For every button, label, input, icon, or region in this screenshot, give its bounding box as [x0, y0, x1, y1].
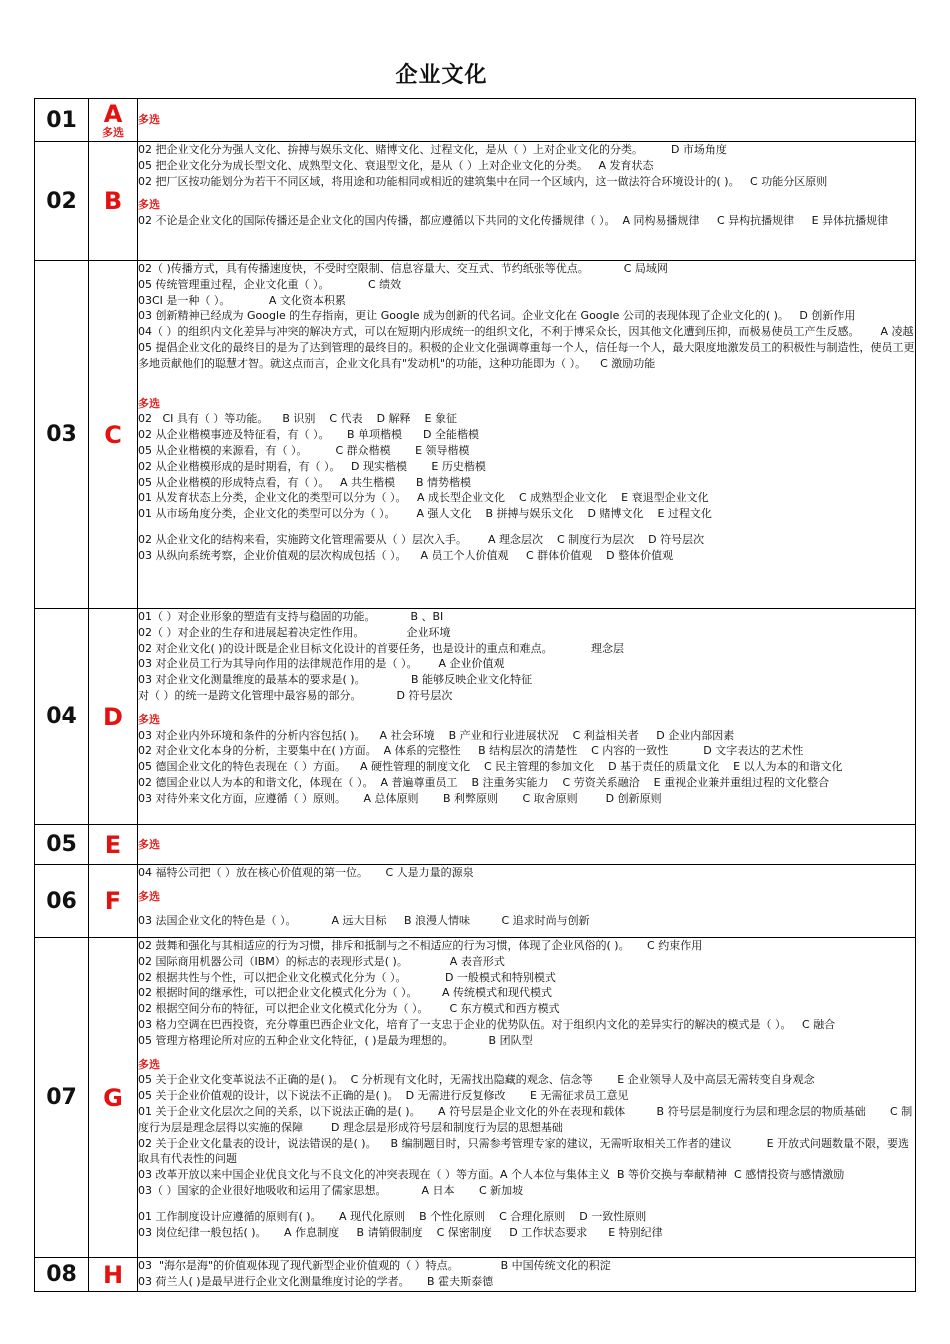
multi-choice-label: 多选: [138, 712, 160, 726]
list-item: 05 关于企业文化变革说法不正确的是( )。 C 分析现有文化时，无需找出隐藏的观念、信念等 E 企业领导人及中高层无需转变自身观念: [138, 1073, 815, 1087]
multi-choice-label: 多选: [138, 837, 160, 851]
list-item: 03 对企业员工行为其导向作用的法律规范作用的是（ ）。 A 企业价值观: [138, 657, 505, 671]
list-item: 05 传统管理重过程，企业文化重（ ）。 C 绩效: [138, 277, 402, 291]
row-letter: [89, 99, 138, 142]
row-letter-text: C: [104, 420, 122, 449]
list-item: 04（ ）的组织内文化差异与冲突的解决方式，可以在短期内形成统一的组织文化，不利于博采众长，因其他文化遭到压抑，而极易使员工产生反感。 A 凌越: [138, 325, 914, 339]
row-letter-text: G: [103, 1083, 123, 1112]
row-letter: [89, 142, 138, 261]
list-item: 02 从企业楷模形成的是时期看，有（ ）。 D 现实楷模 E 历史楷模: [138, 459, 486, 473]
row-number: 02: [35, 142, 89, 261]
list-item: 03 格力空调在巴西投资，充分尊重巴西企业文化，培育了一支忠于企业的优势队伍。对于组织内文化的差异实行的解决的模式是（ ）。 C 融合: [138, 1017, 836, 1031]
row-number: 04: [35, 609, 89, 825]
list-item: 02（ ）对企业的生存和进展起着决定性作用。 企业环境: [138, 625, 451, 639]
list-item: 02（ )传播方式，具有传播速度快，不受时空限制、信息容量大、交互式、节约纸张等优点。 C 局域网: [138, 262, 668, 275]
table-row: [35, 1258, 916, 1292]
row-content: [138, 825, 916, 865]
row-letter-text: D: [103, 702, 123, 731]
list-item: 03 对企业文化测量维度的最基本的要求是( )。 B 能够反映企业文化特征: [138, 673, 533, 687]
multi-choice-label: 多选: [138, 113, 160, 127]
table-row: [35, 609, 916, 825]
list-item: 04 福特公司把（ ）放在核心价值观的第一位。 C 人是力量的源泉: [138, 866, 474, 879]
list-item: 03CI 是一种（ ）。 A 文化资本积累: [138, 293, 346, 307]
page-title: 企业文化: [395, 63, 488, 88]
list-item: 02 CI 具有（ ）等功能。 B 识别 C 代表 D 解释 E 象征: [138, 412, 457, 426]
list-item: 03 对待外来文化方面，应遵循（ ）原则。 A 总体原则 B 利弊原则 C 取舍原则 D 创新原则: [138, 791, 662, 805]
list-item: 03 从纵向系统考察，企业价值观的层次构成包括（ ）。 A 员工个人价值观 C 群体价值观 D 整体价值观: [138, 548, 674, 562]
row-letter-sub: 多选: [102, 126, 124, 139]
row-number: 05: [35, 825, 89, 865]
row-content: [138, 142, 916, 261]
list-item: 05 管理方格理论所对应的五种企业文化特征，( )是最为理想的。 B 团队型: [138, 1033, 533, 1047]
list-item: 02 德国企业以人为本的和谐文化，体现在（ ）。 A 普遍尊重员工 B 注重务实能力 C 劳资关系融洽 E 重视企业兼并重组过程的文化整合: [138, 775, 830, 789]
list-item: 对（ ）的统一是跨文化管理中最容易的部分。 D 符号层次: [138, 688, 453, 702]
list-item: 05 从企业楷模的来源看，有（ ）。 C 群众楷模 E 领导楷模: [138, 443, 470, 457]
list-item: 02 根据时间的继承性，可以把企业文化模式化分为（ ）。 A 传统模式和现代模式: [138, 986, 552, 1000]
list-item: 02 对企业文化( )的设计既是企业目标文化设计的首要任务，也是设计的重点和难点。 理念层: [138, 641, 625, 655]
list-item: 03 对企业内外环境和条件的分析内容包括( )。 A 社会环境 B 产业和行业进展状况 C 利益相关者 D 企业内部因素: [138, 728, 735, 742]
list-item: 03 改革开放以来中国企业优良文化与不良文化的冲突表现在（ ）等方面。A 个人本位与集体主义 B 等价交换与奉献精神 C 感情投资与感情激励: [138, 1168, 845, 1182]
list-item: 02 把厂区按功能划分为若干不同区域，将用途和功能相同或相近的建筑集中在同一个区域内，这一做法符合环境设计的( )。 C 功能分区原则: [138, 174, 828, 188]
list-item: 05 把企业文化分为成长型文化、成熟型文化、衰退型文化，是从（ ）上对企业文化的分类。 A 发育状态: [138, 158, 654, 172]
list-item: 02 从企业楷模事迹及特征看，有（ ）。 B 单项楷模 D 全能楷模: [138, 428, 479, 442]
list-item: 01（ ）对企业形象的塑造有支持与稳固的功能。 B 、BI: [138, 610, 444, 623]
list-item: 05 提倡企业文化的最终目的是为了达到管理的最终目的。积极的企业文化强调尊重每一个人，信任每一个人，最大限度地激发员工的积极性与制造性，使员工更多地贡献他们的聪慧才智。就这点而言，企业文化具有"发动机"的功能，这种功能即为（ ）。 C 激励功能: [138, 340, 915, 370]
multi-choice-label: 多选: [138, 396, 160, 410]
row-letter-text: H: [102, 1260, 124, 1289]
list-item: 02 把企业文化分为强人文化、拚搏与娱乐文化、赌博文化、过程文化，是从（ ）上对企业文化的分类。 D 市场角度: [138, 143, 727, 156]
row-letter-text: E: [104, 830, 122, 859]
row-letter-text: A: [103, 100, 123, 128]
row-letter: [89, 825, 138, 865]
multi-choice-label: 多选: [138, 198, 160, 212]
table-row: [35, 261, 916, 609]
row-number: 06: [35, 865, 89, 938]
list-item: 03 创新精神已经成为 Google 的生存指南，更让 Google 成为创新的代名词。企业文化在 Google 公司的表现体现了企业文化的( )。 D 创新作用: [138, 309, 856, 323]
list-item: 02 根据共性与个性，可以把企业文化模式化分为（ ）。 D 一般模式和特别模式: [138, 970, 556, 984]
list-item: 05 从企业楷模的形成特点看，有（ ）。 A 共生楷模 B 情势楷模: [138, 475, 472, 489]
row-letter-text: F: [104, 887, 122, 915]
multi-choice-label: 多选: [138, 889, 160, 903]
table-row: [35, 825, 916, 865]
list-item: 03 岗位纪律一般包括( )。 A 作息制度 B 请销假制度 C 保密制度 D 工作状态要求 E 特别纪律: [138, 1225, 663, 1239]
row-number: 01: [35, 99, 89, 142]
row-content: [138, 261, 916, 609]
row-letter: [89, 261, 138, 609]
row-content: [138, 99, 916, 142]
list-item: 05 德国企业文化的特色表现在（ ）方面。 A 硬性管理的制度文化 C 民主管理的参加文化 D 基于责任的质量文化 E 以人为本的和谐文化: [138, 760, 843, 774]
list-item: 01 从发育状态上分类，企业文化的类型可以分为（ ）。 A 成长型企业文化 C 成熟型企业文化 E 衰退型企业文化: [138, 491, 709, 505]
list-item: 05 关于企业价值观的设计，以下说法不正确的是( )。 D 无需进行反复修改 E 无需征求员工意见: [138, 1089, 629, 1103]
list-item: 02 根据空间分布的特征，可以把企业文化模式化分为（ ）。 C 东方模式和西方模式: [138, 1002, 560, 1016]
row-letter: [89, 1258, 138, 1292]
table-row: [35, 938, 916, 1258]
row-content: [138, 865, 916, 938]
row-content: [138, 609, 916, 825]
list-item: 03 "海尔是海"的价值观体现了现代新型企业价值观的（ ）特点。 B 中国传统文化的积淀: [138, 1259, 611, 1272]
list-item: 02 鼓舞和强化与其相适应的行为习惯，排斥和抵制与之不相适应的行为习惯，体现了企业风俗的( )。 C 约束作用: [138, 939, 703, 952]
row-number: 07: [35, 938, 89, 1258]
list-item: 01 工作制度设计应遵循的原则有( )。 A 现代化原则 B 个性化原则 C 合理化原则 D 一致性原则: [138, 1209, 647, 1223]
row-number: 03: [35, 261, 89, 609]
list-item: 02 对企业文化本身的分析，主要集中在( )方面。 A 体系的完整性 B 结构层次的清楚性 C 内容的一致性 D 文字表达的艺术性: [138, 744, 804, 758]
table-row: [35, 865, 916, 938]
list-item: 02 不论是企业文化的国际传播还是企业文化的国内传播，都应遵循以下共同的文化传播规律（ ）。 A 同构易播规律 C 异构抗播规律 E 异体抗播规律: [138, 214, 889, 228]
multi-choice-label: 多选: [138, 1057, 160, 1071]
list-item: 03 荷兰人( )是最早进行企业文化测量维度讨论的学者。 B 霍夫斯泰德: [138, 1274, 494, 1288]
row-letter-text: B: [103, 187, 123, 215]
row-letter: [89, 609, 138, 825]
row-letter: [89, 938, 138, 1258]
list-item: 02 国际商用机器公司（IBM）的标志的表现形式是( )。 A 表音形式: [138, 954, 505, 968]
qa-table: [34, 98, 916, 1292]
list-item: 01 关于企业文化层次之间的关系，以下说法正确的是( )。 A 符号层是企业文化的外在表现和载体 B 符号层是制度行为层和理念层的物质基础 C 制度行为层是理念层得以实施的保障 D 理念层是形成符号层和制度行为层的思想基础: [138, 1104, 913, 1134]
list-item: 01 从市场角度分类，企业文化的类型可以分为（ ）。 A 强人文化 B 拼搏与娱乐文化 D 赌博文化 E 过程文化: [138, 507, 712, 521]
table-row: [35, 99, 916, 142]
list-item: 03 法国企业文化的特色是（ ）。 A 远大目标 B 浪漫人情味 C 追求时尚与创新: [138, 913, 590, 927]
row-content: [138, 938, 916, 1258]
table-row: [35, 142, 916, 261]
row-content: [138, 1258, 916, 1292]
list-item: 02 关于企业文化量表的设计，说法错误的是( )。 B 编制题目时，只需参考管理专家的建议，无需听取相关工作者的建议 E 开放式问题数量不限，要选取具有代表性的问题: [138, 1136, 910, 1166]
list-item: 02 从企业文化的结构来看，实施跨文化管理需要从（ ）层次入手。 A 理念层次 C 制度行为层次 D 符号层次: [138, 532, 705, 546]
row-number: 08: [35, 1258, 89, 1292]
list-item: 03（ ）国家的企业很好地吸收和运用了儒家思想。 A 日本 C 新加坡: [138, 1183, 524, 1197]
row-letter: [89, 865, 138, 938]
